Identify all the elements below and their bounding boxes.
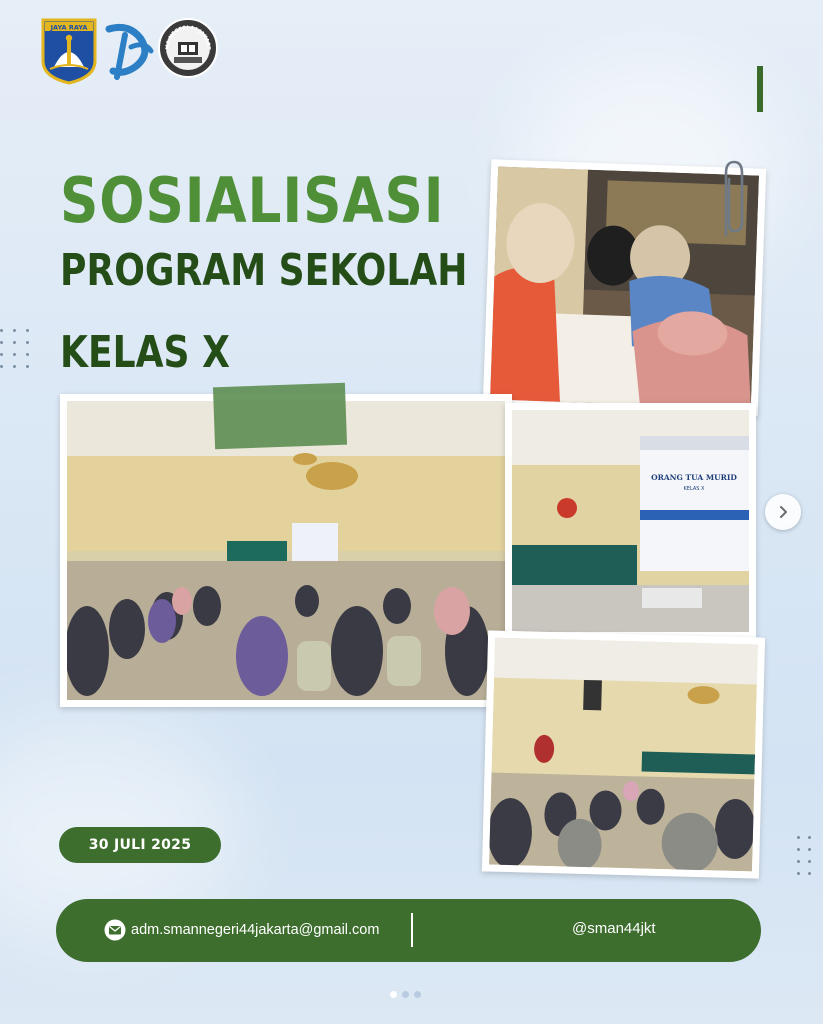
pager-dot[interactable] <box>414 991 421 998</box>
decorative-dots <box>797 836 811 875</box>
jdr-logo <box>101 17 155 83</box>
decorative-tape <box>213 383 347 450</box>
mail-icon <box>104 919 126 941</box>
decorative-dots <box>0 329 29 368</box>
dki-jakarta-logo <box>40 17 98 85</box>
event-date: 30 JULI 2025 <box>88 837 192 853</box>
title-line-2: PROGRAM SEKOLAH <box>60 245 468 296</box>
email-address: adm.smannegeri44jakarta@gmail.com <box>131 922 380 938</box>
photo-speaker-audience <box>482 630 765 878</box>
photo-presentation-screen <box>505 403 756 639</box>
logo-motto: JAYA RAYA <box>50 23 88 32</box>
social-handle[interactable]: @sman44jkt <box>572 920 656 937</box>
logo-school-name: MA NEGERI 44 JAKART <box>164 24 212 50</box>
event-date-badge <box>59 827 221 863</box>
paperclip-icon <box>717 157 747 241</box>
screen-heading: ORANG TUA MURID <box>651 473 737 482</box>
sman44-logo <box>157 17 219 79</box>
chevron-right-icon <box>775 504 791 520</box>
carousel-next-button[interactable] <box>765 494 801 530</box>
pager-dot-active[interactable] <box>390 991 397 998</box>
screen-subheading: KELAS X <box>683 486 705 492</box>
email-contact[interactable] <box>104 919 379 941</box>
contact-divider <box>411 913 413 947</box>
carousel-pager <box>390 991 421 998</box>
title-line-3: KELAS X <box>60 327 230 378</box>
pager-dot[interactable] <box>402 991 409 998</box>
contact-bar <box>56 899 761 962</box>
accent-bar <box>757 66 763 112</box>
title-line-1: SOSIALISASI <box>60 164 445 237</box>
